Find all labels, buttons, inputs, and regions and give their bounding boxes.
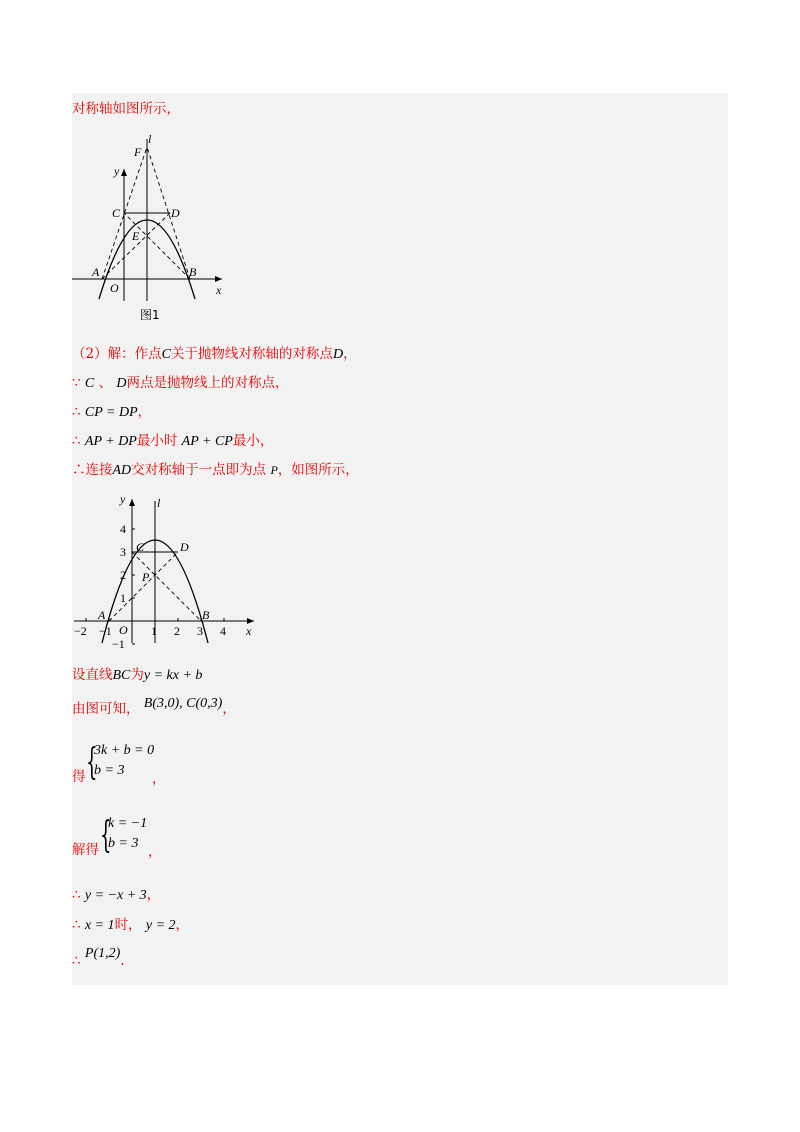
system-2	[72, 816, 272, 860]
because-c: C	[84, 376, 95, 391]
symmetry-axis-text	[72, 99, 180, 119]
so6-end: .	[120, 953, 125, 969]
figure-1	[72, 129, 242, 329]
label-e: E	[132, 229, 140, 243]
label-b: B	[189, 265, 197, 279]
solution-panel	[72, 93, 728, 985]
so3-text2: 交对称轴于一点即为点	[131, 462, 267, 478]
setline-text2: 为	[130, 667, 144, 683]
figure-2	[72, 493, 272, 653]
label-b: B	[202, 608, 210, 622]
so5-line	[72, 915, 189, 936]
so2-text2: 最小，	[232, 433, 274, 449]
setline-bc: BC	[112, 668, 131, 683]
because-d: D	[116, 376, 127, 391]
step2-end: ，	[343, 346, 357, 362]
label-a: A	[98, 608, 106, 622]
x-tick-label: −1	[99, 624, 112, 638]
so5-expr2: y = 2	[145, 918, 176, 933]
label-x: x	[216, 283, 222, 297]
therefore-symbol: ∴	[72, 462, 86, 478]
therefore-symbol: ∴	[72, 433, 81, 449]
so2-line	[72, 431, 273, 452]
sys2-eq2: b = 3	[108, 836, 139, 851]
y-tick-label: 2	[120, 568, 126, 582]
so4-expr: y = −x + 3	[84, 888, 147, 903]
label-c: C	[112, 206, 121, 220]
label-d: D	[180, 540, 189, 554]
y-axis-arrow-icon	[121, 169, 127, 176]
setline-line	[72, 665, 202, 686]
so3-text3: ，如图所示，	[277, 462, 359, 478]
sys1-prefix: 得	[72, 769, 86, 785]
label-o: O	[119, 623, 128, 637]
because-symbol: ∵	[72, 375, 81, 391]
brace-icon: {	[86, 742, 98, 783]
step2-line	[72, 344, 357, 365]
so1-end: ，	[137, 404, 152, 420]
line1-text: 对称轴如图所示，	[72, 101, 180, 117]
therefore-symbol: ∴	[72, 887, 81, 903]
fromfig-end: ，	[222, 701, 236, 717]
label-l: l	[157, 496, 161, 510]
label-a: A	[92, 265, 100, 279]
step2-mid: 关于抛物线对称轴的对称点	[170, 346, 333, 362]
label-y: y	[120, 492, 126, 506]
setline-text1: 设直线	[72, 667, 113, 683]
label-f: F	[134, 145, 142, 159]
step2-d: D	[332, 347, 344, 362]
so2-expr1: AP + DP	[84, 434, 137, 449]
x-tick-label: 2	[174, 624, 180, 638]
figure-1-caption: 图1	[140, 308, 160, 322]
fromfig-text: 由图可知，	[72, 701, 140, 717]
so3-text1: 连接	[85, 462, 113, 478]
y-axis-arrow-icon	[129, 499, 135, 506]
sys2-end: ，	[148, 844, 162, 860]
x-tick-label: 1	[151, 624, 157, 638]
label-y: y	[114, 164, 120, 178]
x-tick-label: −2	[74, 624, 87, 638]
y-tick-label: 1	[120, 591, 126, 605]
therefore-symbol: ∴	[72, 953, 81, 969]
therefore-symbol: ∴	[72, 404, 81, 420]
sys1-eq2: b = 3	[94, 763, 125, 778]
fromfig-expr: B(3,0), C(0,3)	[143, 696, 223, 711]
system-1	[72, 743, 272, 787]
so1-line	[72, 402, 151, 423]
sys1-eq1: 3k + b = 0	[94, 743, 155, 758]
so2-expr2: AP + CP	[181, 434, 233, 449]
brace-icon: {	[100, 815, 112, 856]
label-p: P	[142, 570, 150, 584]
y-tick-label: 3	[120, 545, 126, 559]
x-axis-arrow-icon	[215, 276, 222, 282]
so3-line	[72, 460, 359, 481]
setline-expr: y = kx + b	[143, 668, 203, 683]
label-x: x	[246, 624, 252, 638]
therefore-symbol: ∴	[72, 917, 81, 933]
because-line	[72, 373, 288, 394]
y-tick-label: 4	[120, 522, 126, 536]
label-o: O	[110, 281, 119, 295]
so2-text1: 最小时	[136, 433, 178, 449]
sys2-eq1: k = −1	[108, 816, 148, 831]
so4-end: ，	[146, 887, 161, 903]
because-text: 两点是抛物线上的对称点，	[126, 375, 289, 391]
fromfig-line	[72, 696, 236, 720]
label-d: D	[171, 206, 180, 220]
so3-ad: AD	[112, 463, 132, 478]
y-tick-label: −1	[112, 637, 125, 651]
step2-c: C	[161, 347, 171, 362]
sys2-prefix: 解得	[72, 842, 99, 858]
so6-expr: P(1,2)	[84, 946, 121, 961]
label-c: C	[136, 540, 145, 554]
so3-p: P	[270, 463, 278, 477]
so6-line	[72, 946, 125, 972]
sys1-end: ，	[152, 771, 166, 787]
label-l: l	[148, 132, 152, 146]
so4-line	[72, 885, 160, 906]
step2-prefix: （2）解：作点	[72, 346, 162, 362]
so5-text: 时，	[114, 917, 142, 933]
so1-expr: CP = DP	[84, 405, 138, 420]
x-tick-label: 3	[197, 624, 203, 638]
x-tick-label: 4	[220, 624, 226, 638]
so5-expr1: x = 1	[84, 918, 115, 933]
so5-end: ，	[175, 917, 190, 933]
because-sep: 、	[98, 375, 113, 391]
